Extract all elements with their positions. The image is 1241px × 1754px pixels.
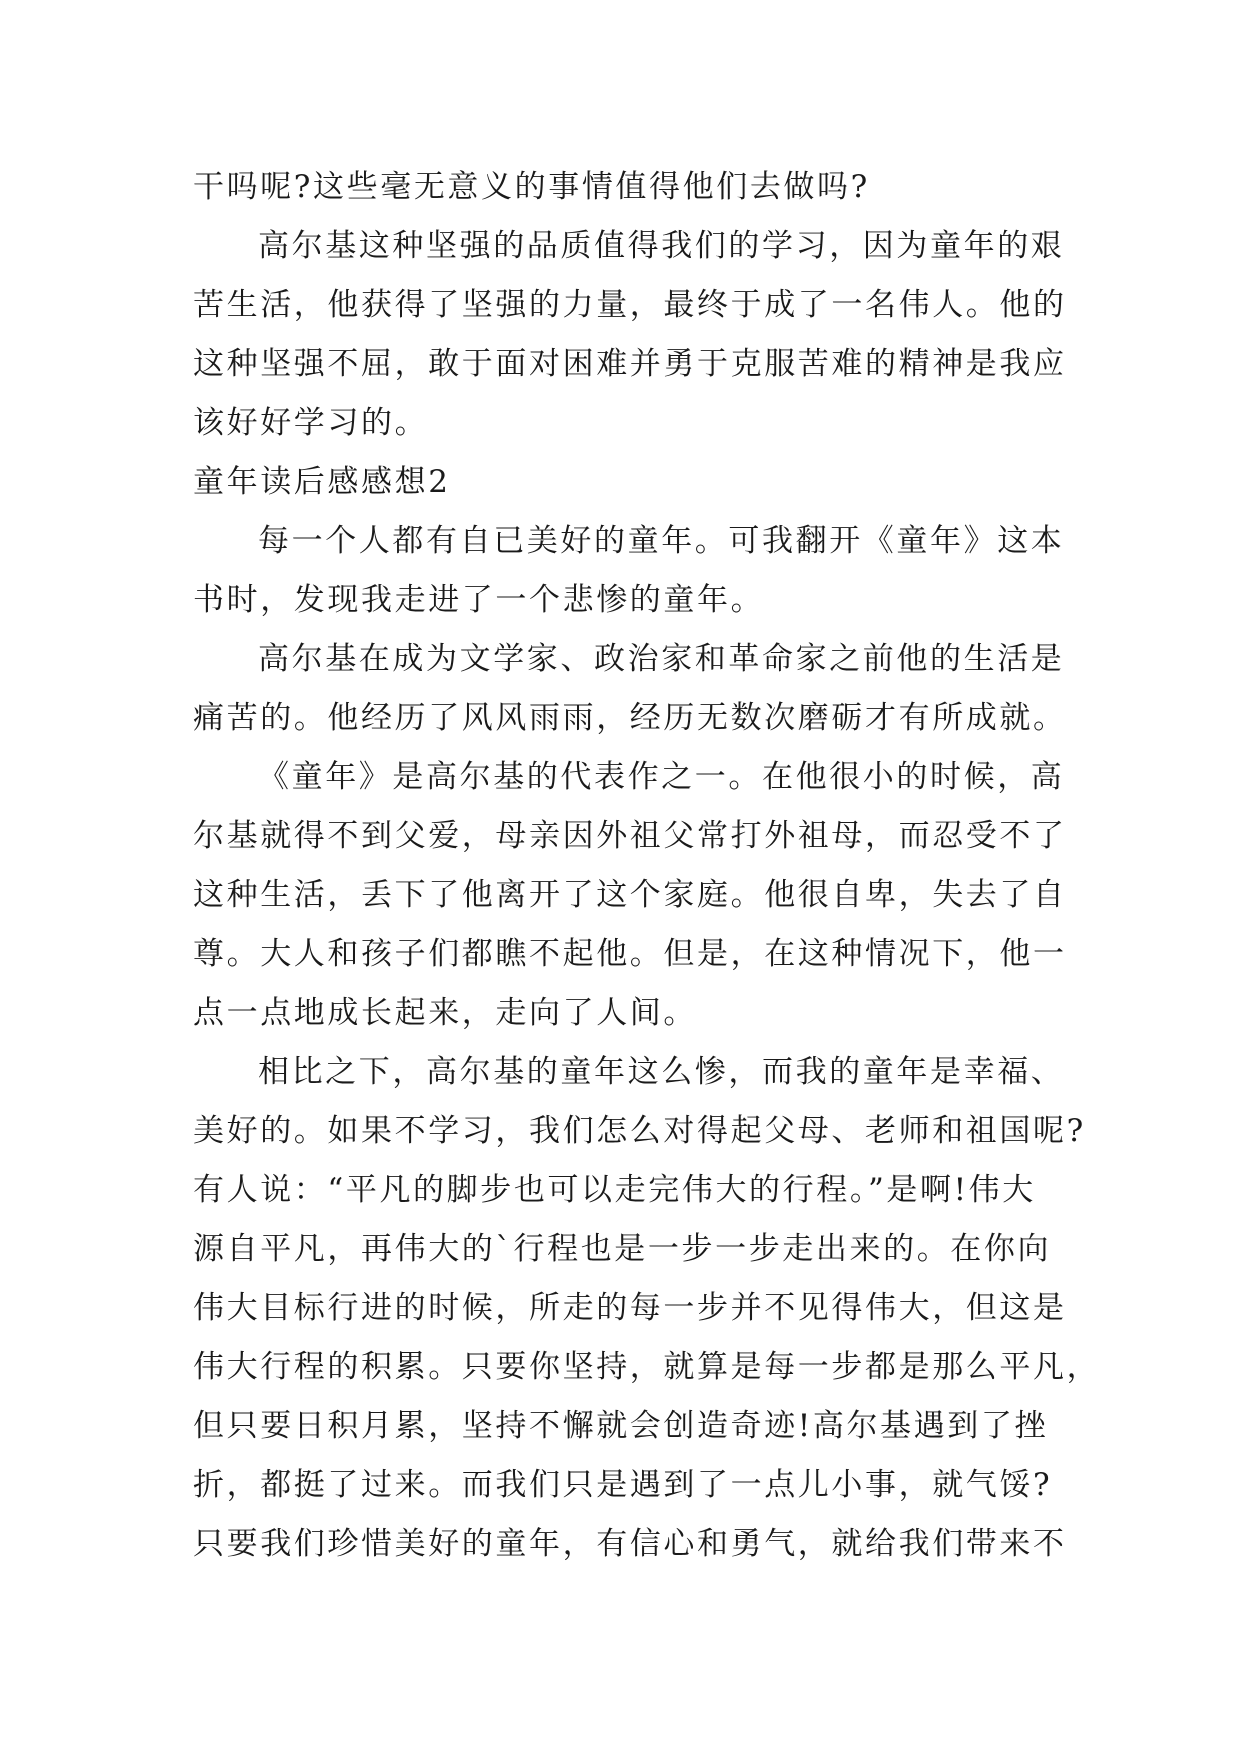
section-heading: 童年读后感感想2	[193, 464, 451, 500]
text-line: 折，都挺了过来。而我们只是遇到了一点儿小事，就气馁?	[193, 1467, 1053, 1503]
essay-body	[193, 158, 1101, 1574]
text-line: 该好好学习的。	[193, 405, 429, 441]
text-line: 尔基就得不到父爱，母亲因外祖父常打外祖母，而忍受不了	[193, 818, 1067, 854]
paragraph-first-line: 高尔基在成为文学家、政治家和革命家之前他的生活是	[258, 641, 1065, 677]
text-line: 源自平凡，再伟大的`行程也是一步一步走出来的。在你向	[193, 1231, 1052, 1267]
text-line: 痛苦的。他经历了风风雨雨，经历无数次磨砺才有所成就。	[193, 700, 1067, 736]
text-line: 这种生活，丢下了他离开了这个家庭。他很自卑，失去了自	[193, 877, 1067, 913]
text-line: 只要我们珍惜美好的童年，有信心和勇气，就给我们带来不	[193, 1526, 1067, 1562]
paragraph-first-line: 每一个人都有自已美好的童年。可我翻开《童年》这本	[258, 523, 1065, 559]
text-line: 这种坚强不屈，敢于面对困难并勇于克服苦难的精神是我应	[193, 346, 1067, 382]
text-line: 尊。大人和孩子们都瞧不起他。但是，在这种情况下，他一	[193, 936, 1067, 972]
text-line: 美好的。如果不学习，我们怎么对得起父母、老师和祖国呢?	[193, 1113, 1086, 1149]
text-line: 干吗呢?这些毫无意义的事情值得他们去做吗?	[193, 169, 870, 205]
text-line: 伟大目标行进的时候，所走的每一步并不见得伟大，但这是	[193, 1290, 1067, 1326]
text-line: 有人说：“平凡的脚步也可以走完伟大的行程。”是啊!伟大	[193, 1172, 1036, 1208]
text-line: 但只要日积月累，坚持不懈就会创造奇迹!高尔基遇到了挫	[193, 1408, 1049, 1444]
text-line: 书时，发现我走进了一个悲惨的童年。	[193, 582, 765, 618]
paragraph-first-line: 《童年》是高尔基的代表作之一。在他很小的时候，高	[258, 759, 1065, 795]
paragraph-first-line: 高尔基这种坚强的品质值得我们的学习，因为童年的艰	[258, 228, 1065, 264]
text-line: 点一点地成长起来，走向了人间。	[193, 995, 697, 1031]
text-line: 伟大行程的积累。只要你坚持，就算是每一步都是那么平凡，	[193, 1349, 1101, 1385]
text-line: 苦生活，他获得了坚强的力量，最终于成了一名伟人。他的	[193, 287, 1067, 323]
paragraph-first-line: 相比之下，高尔基的童年这么惨，而我的童年是幸福、	[258, 1054, 1065, 1090]
